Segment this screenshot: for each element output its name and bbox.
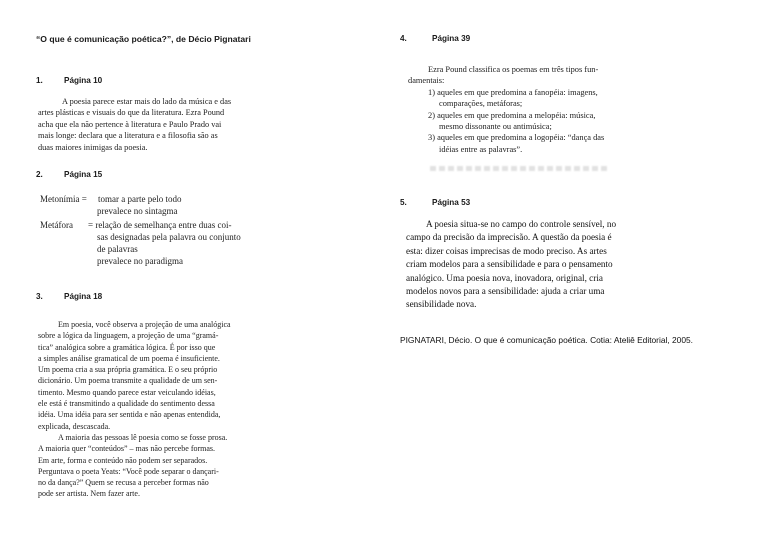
quote-line: analógico. Uma poesia nova, inovadora, original, cria [406,272,603,283]
quote-line: timento. Mesmo quando parece estar veiculando idéias, [38,387,216,397]
quote-line: Um poema cria a sua própria gramática. E o seu próprio [38,365,218,375]
cropped-text-remnant [430,166,610,171]
section-1-quote [38,96,262,153]
section-4-heading: Página 39 [432,34,471,43]
quote-line: A poesia parece estar mais do lado da música e das [62,97,232,106]
section-2-definitions [0,193,300,283]
list-item-continuation: comparações, metáforas; [439,99,523,109]
quote-line: sensibilidade nova. [406,299,477,310]
quote-line: artes plásticas e visuais do que da literatura. Ezra Pound [38,108,225,118]
section-1-number: 1. [36,76,43,85]
quote-line: sobre a lógica da linguagem, a projeção de uma “gramá- [38,331,219,341]
quote-line: campo da precisão da imprecisão. A questão da poesia é [406,232,612,243]
quote-line: A poesia situa-se no campo do controle sensível, no [426,219,617,229]
section-2-number: 2. [36,170,43,179]
section-2-heading: Página 15 [64,170,103,179]
section-4-number: 4. [400,34,407,43]
quote-line: Perguntava o poeta Yeats: “Você pode separar o dançari- [38,466,219,476]
section-5-heading: Página 53 [432,198,471,207]
quote-line: mais longe: declara que a literatura e a filosofia são as [38,131,218,141]
section-3-heading: Página 18 [64,292,103,301]
section-5-quote [406,218,642,312]
quote-line: Ezra Pound classifica os poemas em três tipos fun- [428,65,599,74]
quote-line: no da dança?” Quem se recusa a perceber formas não [38,478,209,488]
quote-line: duas maiores inimigas da poesia. [38,142,148,152]
definition-line: = relação de semelhança entre duas coi- [88,220,232,230]
list-item-continuation: mesmo dissonante ou antimúsica; [439,122,552,132]
quote-line: ele está é transmitindo a qualidade do sentimento dessa [38,399,215,409]
list-item: 2) aqueles em que predomina a melopéia: música, [428,110,596,120]
bibliographic-reference: PIGNATARI, Décio. O que é comunicação poética. Cotia: Ateliê Editorial, 2005. [400,335,693,345]
quote-line: Em arte, forma e conteúdo não podem ser separados. [38,455,208,465]
quote-line: A maioria quer “conteúdos” – mas não percebe formas. [38,444,216,454]
section-3-number: 3. [36,292,43,301]
quote-line: modelos novos para a sensibilidade: ajuda a criar uma [406,286,605,297]
quote-line: esta: dizer coisas imprecisas de modo preciso. As artes [406,245,607,256]
quote-line: explicada, descascada. [38,421,111,431]
quote-line: idéia. Uma idéia para ser sentida e não apenas entendida, [38,410,221,420]
quote-line: criam modelos para a sensibilidade e para o pensamento [406,259,613,270]
quote-line: damentais: [408,76,445,86]
quote-line: acha que ela não pertence à literatura e Paulo Prado vai [38,119,222,129]
definition-line: tomar a parte pelo todo [98,194,182,204]
definition-line: prevalece no paradigma [97,256,183,266]
section-4-quote [408,64,638,155]
list-item: 1) aqueles em que predomina a fanopéia: imagens, [428,87,598,97]
document-title: “O que é comunicação poética?”, de Décio Pignatari [36,34,251,44]
definition-line: de palavras [97,244,138,254]
quote-line: dicionário. Um poema transmite a qualidade de um sen- [38,376,218,386]
definition-line: prevalece no sintagma [97,206,178,216]
section-5-number: 5. [400,198,407,207]
section-1-heading: Página 10 [64,76,103,85]
quote-line: tica” analógica sobre a gramática lógica. É por isso que [38,342,216,352]
quote-line: Em poesia, você observa a projeção de uma analógica [58,320,231,329]
list-item: 3) aqueles em que predomina a logopéia: “dança das [428,133,605,143]
metafora-term: Metáfora [40,220,73,230]
quote-line: pode ser artista. Nem fazer arte. [38,489,140,499]
definition-line: sas designadas pela palavra ou conjunto [97,232,241,242]
section-3-quote [38,319,263,500]
quote-line: a simples análise gramatical de um poema é insuficiente. [38,353,220,363]
quote-line: A maioria das pessoas lê poesia como se fosse prosa. [58,432,228,442]
metonimia-term: Metonímia = [40,194,87,204]
list-item-continuation: idéias entre as palavras”. [439,144,523,154]
